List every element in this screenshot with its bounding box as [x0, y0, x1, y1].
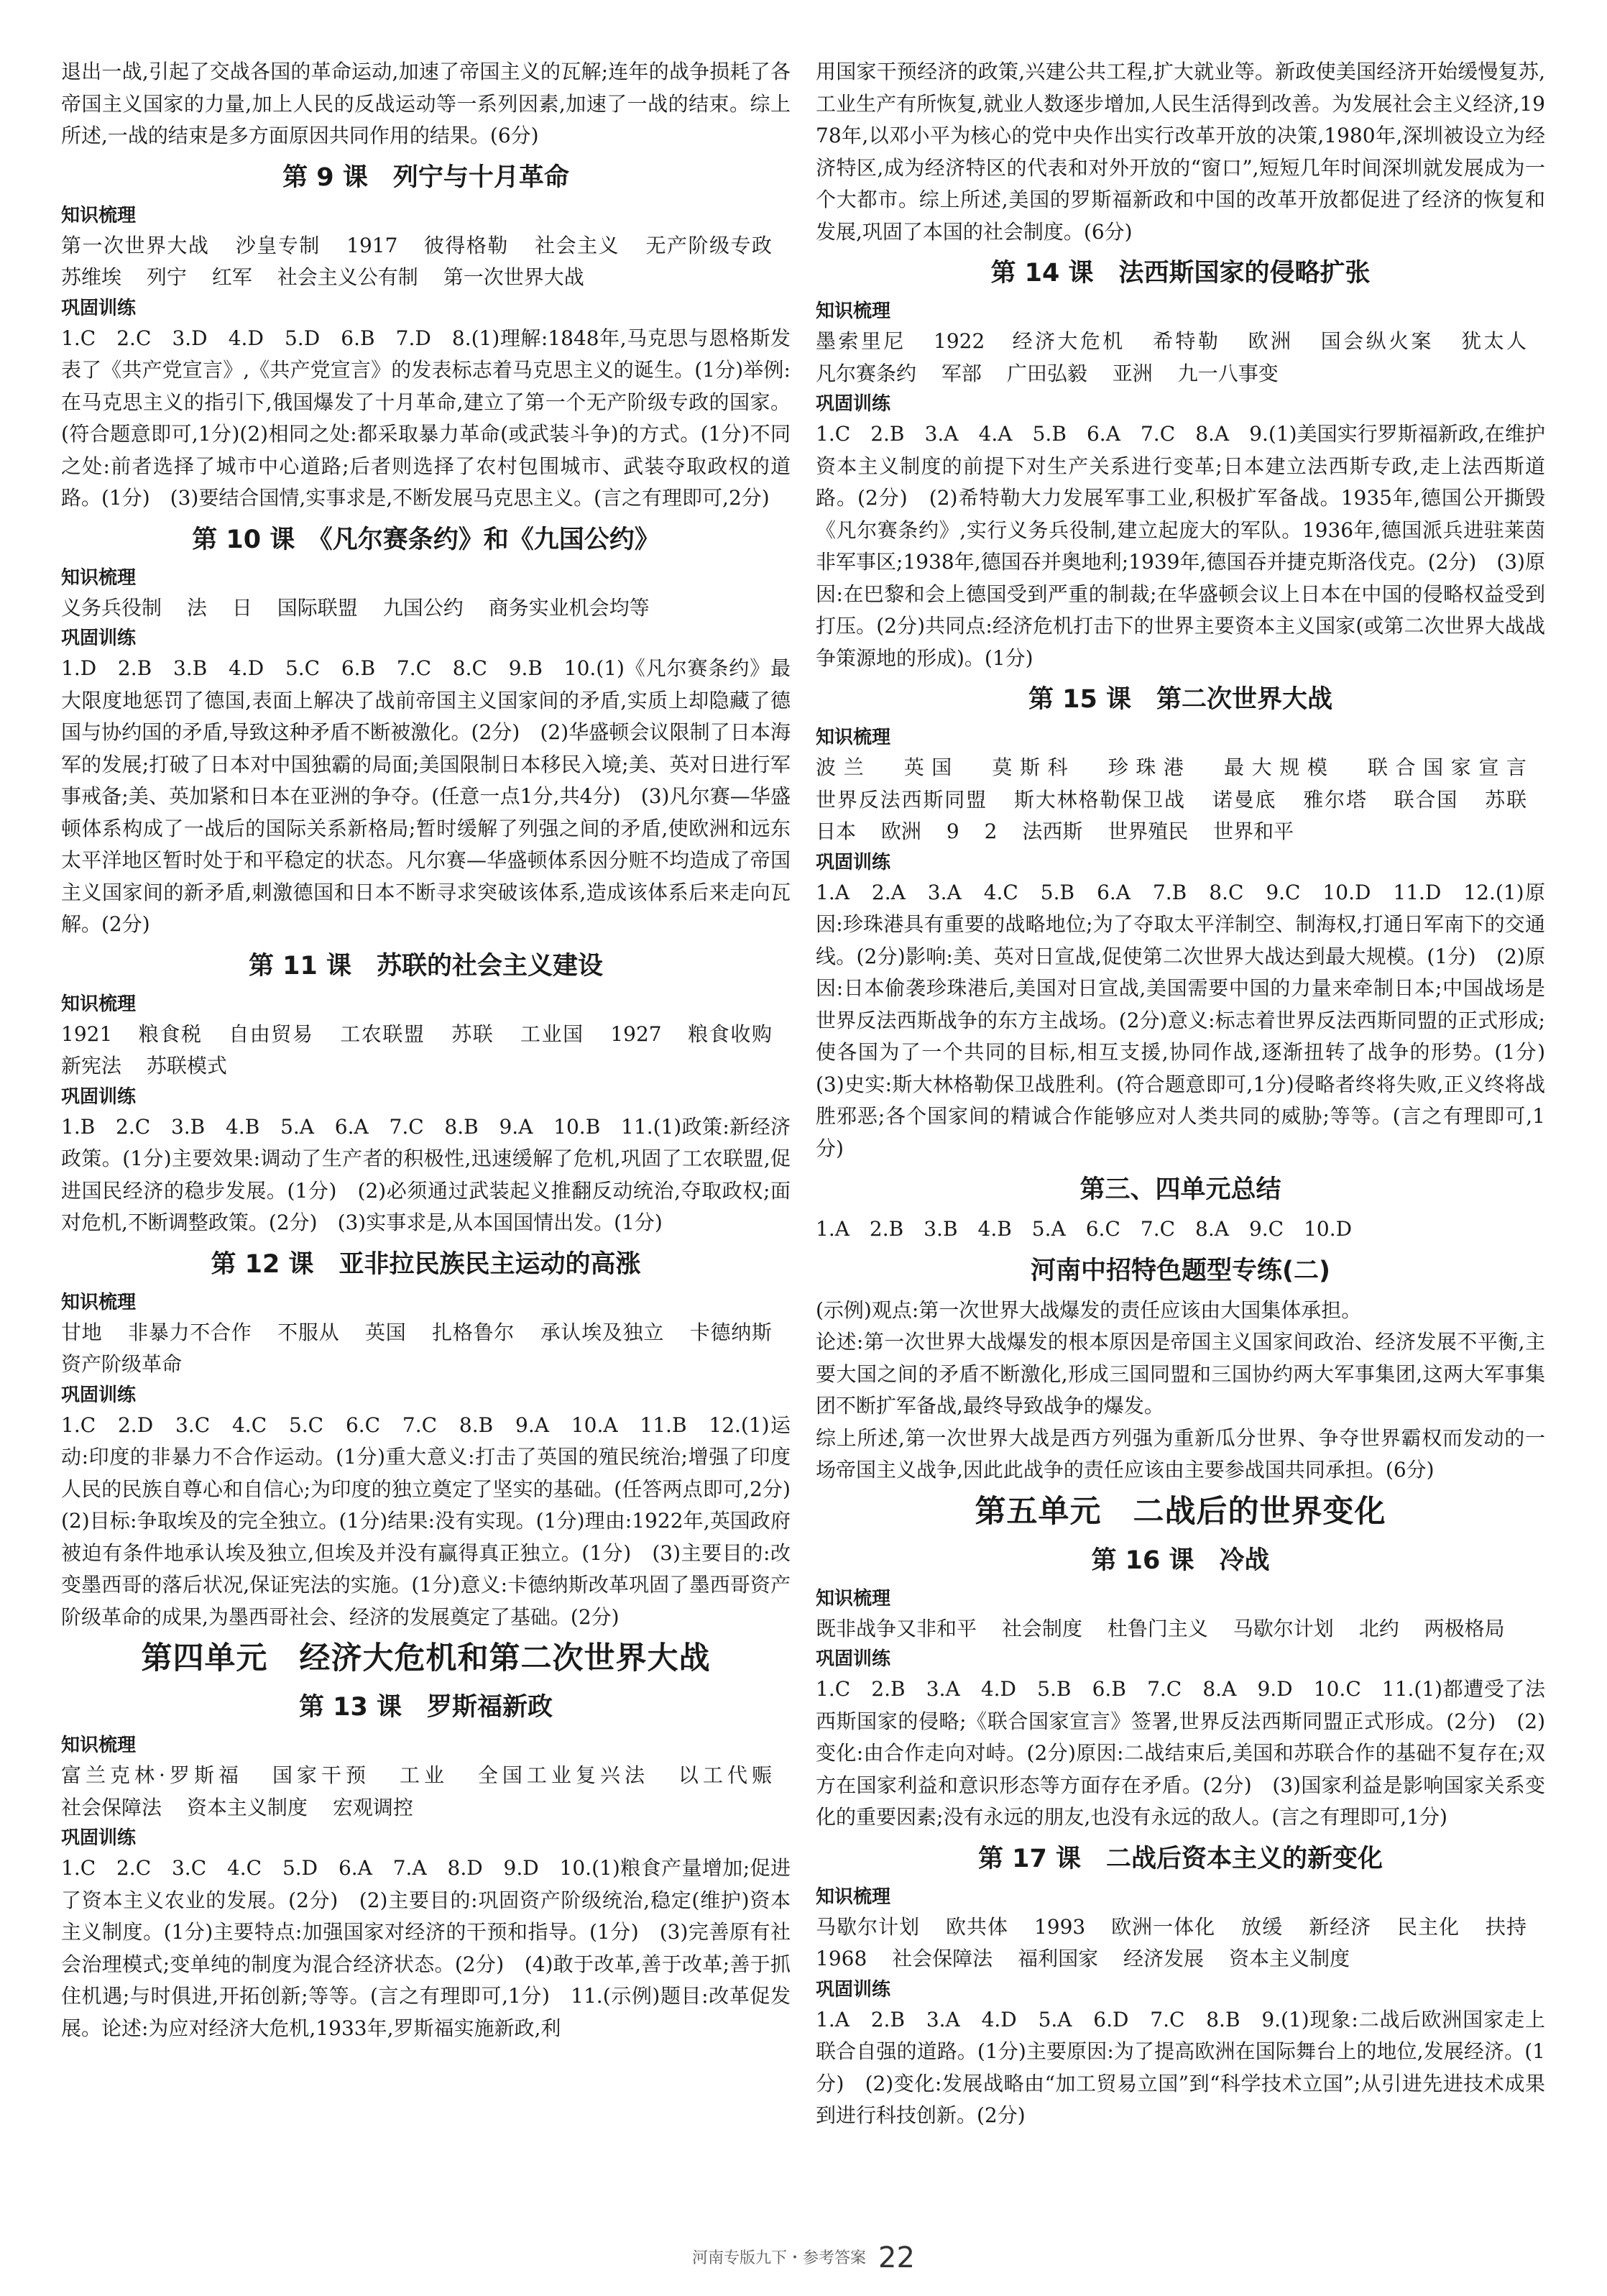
keyword: 经济发展 — [1123, 1947, 1205, 1970]
keyword: 1968 — [816, 1947, 867, 1970]
knowledge-review-label: 知识梳理 — [61, 1291, 137, 1313]
lesson-16-answers: 1.C 2.B 3.A 4.D 5.B 6.B 7.C 8.A 9.D 10.C 11.(1)都遭受了法西斯国家的侵略;《联合国家宣言》签署,世界反法西斯同盟正式形成。(2分) (2)变化:由合作走向对峙。(2分)原因:二战结束后,美国和苏联合作的基础不复存在;双方在国家利益和意识形态等方面存在矛盾。(2分) (3)国家利益是影响国家关系变化的重要因素;没有永远的朋友,也没有永远的敌人。(言之有理即可,1分) — [816, 1677, 1545, 1829]
lesson-16-keywords — [816, 1613, 1545, 1645]
keyword: 放缓 — [1241, 1914, 1284, 1939]
keyword: 沙皇专制 — [235, 233, 321, 257]
lesson-11-keywords — [61, 1019, 791, 1083]
lesson-10-title: 第 10 课 《凡尔赛条约》和《九国公约》 — [192, 525, 660, 554]
lesson-13-title: 第 13 课 罗斯福新政 — [298, 1693, 553, 1722]
keyword: 1993 — [1033, 1914, 1086, 1939]
keyword: 自由贸易 — [229, 1021, 314, 1046]
knowledge-review-label: 知识梳理 — [816, 1587, 891, 1610]
lesson-12-answers: 1.C 2.D 3.C 4.C 5.C 6.C 7.C 8.B 9.A 10.A 11.B 12.(1)运动:印度的非暴力不合作运动。(1分)重大意义:打击了英国的殖民统治;增强了印度人民的民族自尊心和自信心;为印度的独立奠定了坚实的基础。(任答两点即可,2分) (2)目标:争取埃及的完全独立。(1分)结果:没有实现。(1分)理由:1922年,英国政府被迫有条件地承认埃及独立,但埃及并没有赢得真正独立。(1分) (3)主要目的:改变墨西哥的落后状况,保证宪法的实施。(1分)意义:卡德纳斯改革巩固了墨西哥资产阶级革命的成果,为墨西哥社会、经济的发展奠定了基础。(2分) — [61, 1413, 811, 1629]
lesson-15-keywords — [816, 752, 1545, 848]
unit-3-4-summary-title: 第三、四单元总结 — [1079, 1175, 1281, 1204]
keyword: 雅尔塔 — [1303, 787, 1368, 812]
lesson-17-answers: 1.A 2.B 3.A 4.D 5.A 6.D 7.C 8.B 9.(1)现象:二战后欧洲国家走上联合自强的道路。(1分)主要原因:为了提高欧洲在国际舞台上的地位,发展经济。(1分) (2)变化:发展战略由“加工贸易立国”到“科学技术立国”;从引进先进技术成果到进行科技创新。(2分) — [816, 2007, 1545, 2127]
keyword: 资产阶级革命 — [61, 1352, 183, 1376]
lesson-11-title: 第 11 课 苏联的社会主义建设 — [248, 951, 604, 981]
keyword: 苏维埃 — [61, 265, 122, 289]
lesson-13-keywords — [61, 1760, 791, 1824]
keyword: 马歇尔计划 — [1233, 1616, 1334, 1640]
keyword: 社会主义 — [535, 233, 620, 257]
keyword: 两极格局 — [1424, 1616, 1505, 1640]
keyword: 社会保障法 — [892, 1947, 993, 1970]
lesson-17-title: 第 17 课 二战后资本主义的新变化 — [977, 1844, 1383, 1873]
keyword: 扎格鲁尔 — [432, 1320, 515, 1344]
keyword: 欧洲一体化 — [1111, 1914, 1216, 1939]
keyword: 法 — [186, 595, 207, 620]
page-number: 22 — [878, 2241, 915, 2274]
keyword: 国际联盟 — [277, 595, 358, 620]
keyword: 以工代赈 — [678, 1763, 772, 1787]
keyword: 非暴力不合作 — [128, 1320, 252, 1344]
henan-special-conclusion: 综上所述,第一次世界大战是西方列强为重新瓜分世界、争夺世界霸权而发动的一场帝国主义战争,因此此战争的责任应该由主要参战国共同承担。(6分) — [816, 1425, 1545, 1482]
keyword: 承认埃及独立 — [540, 1320, 665, 1344]
keyword: 波兰 — [816, 756, 872, 779]
practice-label: 巩固训练 — [61, 1085, 137, 1108]
keyword: 富兰克林·罗斯福 — [61, 1763, 244, 1787]
practice-label: 巩固训练 — [816, 1648, 891, 1670]
practice-label: 巩固训练 — [816, 1978, 891, 2001]
henan-special-argument: 论述:第一次世界大战爆发的根本原因是帝国主义国家间政治、经济发展不平衡,主要大国之间的矛盾不断激化,形成三国同盟和三国协约两大军事集团,这两大军事集团不断扩军备战,最终导致战争的爆发。 — [816, 1330, 1545, 1418]
keyword: 国会纵火案 — [1320, 329, 1434, 353]
keyword: 新宪法 — [61, 1054, 122, 1078]
keyword: 社会主义公有制 — [277, 265, 418, 289]
keyword: 社会保障法 — [61, 1795, 162, 1819]
practice-label: 巩固训练 — [61, 297, 137, 319]
keyword: 1922 — [934, 329, 985, 353]
keyword: 福利国家 — [1018, 1947, 1099, 1970]
practice-label: 巩固训练 — [61, 1827, 137, 1849]
lesson-9-answers: 1.C 2.C 3.D 4.D 5.D 6.B 7.D 8.(1)理解:1848年,马克思与恩格斯发表了《共产党宣言》,《共产党宣言》的发表标志着马克思主义的诞生。(1分)举例:在马克思主义的指引下,俄国爆发了十月革命,建立了第一个无产阶级专政的国家。(符合题意即可,1分)(2)相同之处:都采取暴力革命(或武装斗争)的方式。(1分)不同之处:前者选择了城市中心道路;后者则选择了农村包围城市、武装夺取政权的道路。(1分) (3)要结合国情,实事求是,不断发展马克思主义。(言之有理即可,2分) — [61, 326, 791, 510]
keyword: 日 — [231, 595, 252, 620]
knowledge-review-label: 知识梳理 — [816, 300, 891, 322]
keyword: 苏联 — [1485, 787, 1527, 812]
keyword: 欧洲 — [1248, 329, 1294, 353]
keyword: 苏联 — [451, 1021, 494, 1046]
keyword: 九国公约 — [382, 595, 464, 620]
keyword: 红军 — [211, 265, 252, 289]
keyword: 扶持 — [1485, 1914, 1527, 1939]
knowledge-review-label: 知识梳理 — [816, 1886, 891, 1908]
keyword: 世界反法西斯同盟 — [816, 787, 988, 812]
continued-answer: 退出一战,引起了交战各国的革命运动,加速了帝国主义的瓦解;连年的战争损耗了各帝国主义国家的力量,加上人民的反战运动等一系列因素,加速了一战的结束。综上所述,一战的结束是多方面原因共同作用的结果。(6分) — [61, 60, 791, 147]
lesson-10-keywords — [61, 592, 791, 625]
keyword: 日本 — [816, 819, 857, 843]
keyword: 世界殖民 — [1108, 819, 1189, 843]
knowledge-review-label: 知识梳理 — [61, 566, 137, 589]
keyword: 苏联模式 — [146, 1054, 227, 1078]
practice-label: 巩固训练 — [61, 1384, 137, 1406]
lesson-17-keywords — [816, 1911, 1545, 1975]
keyword: 欧洲 — [880, 819, 921, 843]
practice-label: 巩固训练 — [61, 628, 137, 649]
unit-5-title: 第五单元 二战后的世界变化 — [975, 1493, 1386, 1530]
keyword: 工业国 — [520, 1021, 584, 1046]
page-footer — [0, 2241, 1607, 2274]
keyword: 资本主义制度 — [186, 1795, 308, 1819]
keyword: 联合国 — [1394, 787, 1459, 812]
keyword: 民主化 — [1397, 1914, 1460, 1939]
keyword: 义务兵役制 — [61, 595, 162, 620]
keyword: 1917 — [346, 233, 398, 257]
lesson-16-title: 第 16 课 冷战 — [1091, 1546, 1270, 1575]
keyword: 北约 — [1358, 1616, 1399, 1640]
lesson-10-answers: 1.D 2.B 3.B 4.D 5.C 6.B 7.C 8.C 9.B 10.(1)《凡尔赛条约》最大限度地惩罚了德国,表面上解决了战前帝国主义国家间的矛盾,实质上却隐藏了德国与协约国的矛盾,导致这种矛盾不断被激化。(2分) (2)华盛顿会议限制了日本海军的发展;打破了日本对中国独霸的局面;美国限制日本移民入境;美、英对日进行军事戒备;美、英加紧和日本在亚洲的争夺。(任意一点1分,共4分) (3)凡尔赛—华盛顿体系构成了一战后的国际关系新格局;暂时缓解了列强之间的矛盾,使欧洲和远东太平洋地区暂时处于和平稳定的状态。凡尔赛—华盛顿体系因分赃不均造成了帝国主义国家间的新矛盾,刺激德国和日本不断寻求突破该体系,造成该体系后来走向瓦解。(2分) — [61, 656, 791, 936]
keyword: 墨索里尼 — [816, 329, 906, 353]
lesson-15-title: 第 15 课 第二次世界大战 — [1028, 685, 1333, 714]
keyword: 不服从 — [277, 1320, 340, 1344]
lesson-14-keywords — [816, 326, 1545, 390]
keyword: 列宁 — [146, 265, 187, 289]
keyword: 军部 — [941, 361, 982, 385]
knowledge-review-label: 知识梳理 — [816, 727, 891, 748]
keyword: 工业 — [399, 1763, 448, 1787]
keyword: 九一八事变 — [1177, 361, 1279, 385]
henan-special-viewpoint: (示例)观点:第一次世界大战爆发的责任应该由大国集体承担。 — [816, 1298, 1362, 1322]
keyword: 彼得格勒 — [423, 233, 509, 257]
keyword: 马歇尔计划 — [816, 1914, 921, 1939]
keyword: 2 — [984, 819, 998, 843]
keyword: 斯大林格勒保卫战 — [1013, 787, 1186, 812]
lesson-15-answers: 1.A 2.A 3.A 4.C 5.B 6.A 7.B 8.C 9.C 10.D 11.D 12.(1)原因:珍珠港具有重要的战略地位;为了夺取太平洋制空、制海权,打通日军南下的交通线。(2分)影响:美、英对日宣战,促使第二次世界大战达到最大规模。(1分) (2)原因:日本偷袭珍珠港后,美国对日宣战,美国需要中国的力量来牵制日本;中国战场是世界反法西斯战争的东方主战场。(2分)意义:标志着世界反法西斯同盟的正式形成;使各国为了一个共同的目标,相互支援,协同作战,逐渐扭转了战争的形势。(1分) (3)史实:斯大林格勒保卫战胜利。(符合题意即可,1分)侵略者终将失败,正义终将战胜邪恶;各个国家间的精诚合作能够应对人类共同的威胁;等等。(言之有理即可,1分) — [816, 880, 1566, 1160]
keyword: 国家干预 — [272, 1763, 371, 1787]
keyword: 欧共体 — [945, 1914, 1009, 1939]
keyword: 凡尔赛条约 — [816, 361, 917, 385]
lesson-12-title: 第 12 课 亚非拉民族民主运动的高涨 — [211, 1249, 641, 1279]
continued-answer: 用国家干预经济的政策,兴建公共工程,扩大就业等。新政使美国经济开始缓慢复苏,工业生产有所恢复,就业人数逐步增加,人民生活得到改善。为发展社会主义经济,1978年,以邓小平为核心的党中央作出实行改革开放的决策,1980年,深圳被设立为经济特区,成为经济特区的代表和对外开放的“窗口”,短短几年时间深圳就发展成为一个大都市。综上所述,美国的罗斯福新政和中国的改革开放都促进了经济的恢复和发展,巩固了本国的社会制度。(6分) — [816, 60, 1545, 244]
lesson-11-answers: 1.B 2.C 3.B 4.B 5.A 6.A 7.C 8.B 9.A 10.B 11.(1)政策:新经济政策。(1分)主要效果:调动了生产者的积极性,迅速缓解了危机,巩固了工农联盟,促进国民经济的稳步发展。(1分) (2)必须通过武装起义推翻反动统治,夺取政权;面对危机,不断调整政策。(2分) (3)实事求是,从本国国情出发。(1分) — [61, 1114, 791, 1234]
keyword: 诺曼底 — [1212, 787, 1277, 812]
keyword: 粮食收购 — [688, 1021, 772, 1046]
keyword: 英国 — [365, 1320, 407, 1344]
henan-special-title: 河南中招特色题型专练(二) — [1031, 1256, 1330, 1285]
lesson-9-title: 第 9 课 列宁与十月革命 — [282, 162, 569, 192]
keyword: 最大规模 — [1224, 756, 1335, 779]
unit-4-title: 第四单元 经济大危机和第二次世界大战 — [141, 1640, 711, 1676]
keyword: 第一次世界大战 — [443, 265, 584, 289]
lesson-9-keywords — [61, 230, 791, 294]
keyword: 经济大危机 — [1012, 329, 1125, 353]
keyword: 英国 — [903, 756, 959, 779]
keyword: 世界和平 — [1213, 819, 1294, 843]
lesson-14-title: 第 14 课 法西斯国家的侵略扩张 — [990, 259, 1371, 288]
footer-label: 河南专版九下・参考答案 — [692, 2249, 867, 2267]
keyword: 广田弘毅 — [1006, 361, 1087, 385]
keyword: 社会制度 — [1001, 1616, 1082, 1640]
keyword: 甘地 — [61, 1320, 103, 1344]
keyword: 亚洲 — [1112, 361, 1153, 385]
keyword: 工农联盟 — [340, 1021, 425, 1046]
right-column — [816, 56, 1566, 2132]
lesson-13-answers: 1.C 2.C 3.C 4.C 5.D 6.A 7.A 8.D 9.D 10.(1)粮食产量增加;促进了资本主义农业的发展。(2分) (2)主要目的:巩固资产阶级统治,稳定(维护)资本主义制度。(1分)主要特点:加强国家对经济的干预和指导。(1分) (3)完善原有社会治理模式;变单纯的制度为混合经济状态。(2分) (4)敢于改革,善于改革;善于抓住机遇;与时俱进,开拓创新;等等。(言之有理即可,1分) 11.(示例)题目:改革促发展。论述:为应对经济大危机,1933年,罗斯福实施新政,利 — [61, 1856, 791, 2040]
keyword: 犹太人 — [1461, 329, 1527, 353]
practice-label: 巩固训练 — [816, 393, 891, 415]
unit-3-4-summary-answers: 1.A 2.B 3.B 4.B 5.A 6.C 7.C 8.A 9.C 10.D — [816, 1217, 1353, 1241]
keyword: 粮食税 — [138, 1021, 203, 1046]
keyword: 法西斯 — [1022, 819, 1083, 843]
keyword: 9 — [946, 819, 959, 843]
keyword: 希特勒 — [1153, 329, 1221, 353]
keyword: 杜鲁门主义 — [1107, 1616, 1208, 1640]
knowledge-review-label: 知识梳理 — [61, 993, 137, 1015]
lesson-14-answers: 1.C 2.B 3.A 4.A 5.B 6.A 7.C 8.A 9.(1)美国实行罗斯福新政,在维护资本主义制度的前提下对生产关系进行变革;日本建立法西斯专政,走上法西斯道路。(2分) (2)希特勒大力发展军事工业,积极扩军备战。1935年,德国公开撕毁《凡尔赛条约》,实行义务兵役制,建立起庞大的军队。1936年,德国派兵进驻莱茵非军事区;1938年,德国吞并奥地利;1939年,德国吞并捷克斯洛伐克。(2分) (3)原因:在巴黎和会上德国受到严重的制裁;在华盛顿会议上日本在中国的侵略权益受到打压。(2分)共同点:经济危机打击下的世界主要资本主义国家(或第二次世界大战战争策源地的形成)。(1分) — [816, 422, 1545, 670]
lesson-12-keywords — [61, 1317, 791, 1381]
keyword: 无产阶级专政 — [645, 233, 772, 257]
keyword: 商务实业机会均等 — [488, 595, 650, 620]
keyword: 1927 — [610, 1021, 662, 1046]
knowledge-review-label: 知识梳理 — [61, 204, 137, 226]
keyword: 1921 — [61, 1021, 113, 1046]
keyword: 新经济 — [1309, 1914, 1372, 1939]
practice-label: 巩固训练 — [816, 851, 891, 873]
keyword: 宏观调控 — [332, 1795, 413, 1819]
keyword: 资本主义制度 — [1228, 1947, 1350, 1970]
left-column — [61, 56, 811, 2044]
keyword: 全国工业复兴法 — [477, 1763, 649, 1787]
keyword: 既非战争又非和平 — [816, 1616, 977, 1640]
keyword: 卡德纳斯 — [689, 1320, 772, 1344]
keyword: 联合国家宣言 — [1367, 756, 1527, 779]
keyword: 珍珠港 — [1108, 756, 1192, 779]
knowledge-review-label: 知识梳理 — [61, 1735, 137, 1756]
keyword: 第一次世界大战 — [61, 233, 210, 257]
keyword: 莫斯科 — [992, 756, 1076, 779]
